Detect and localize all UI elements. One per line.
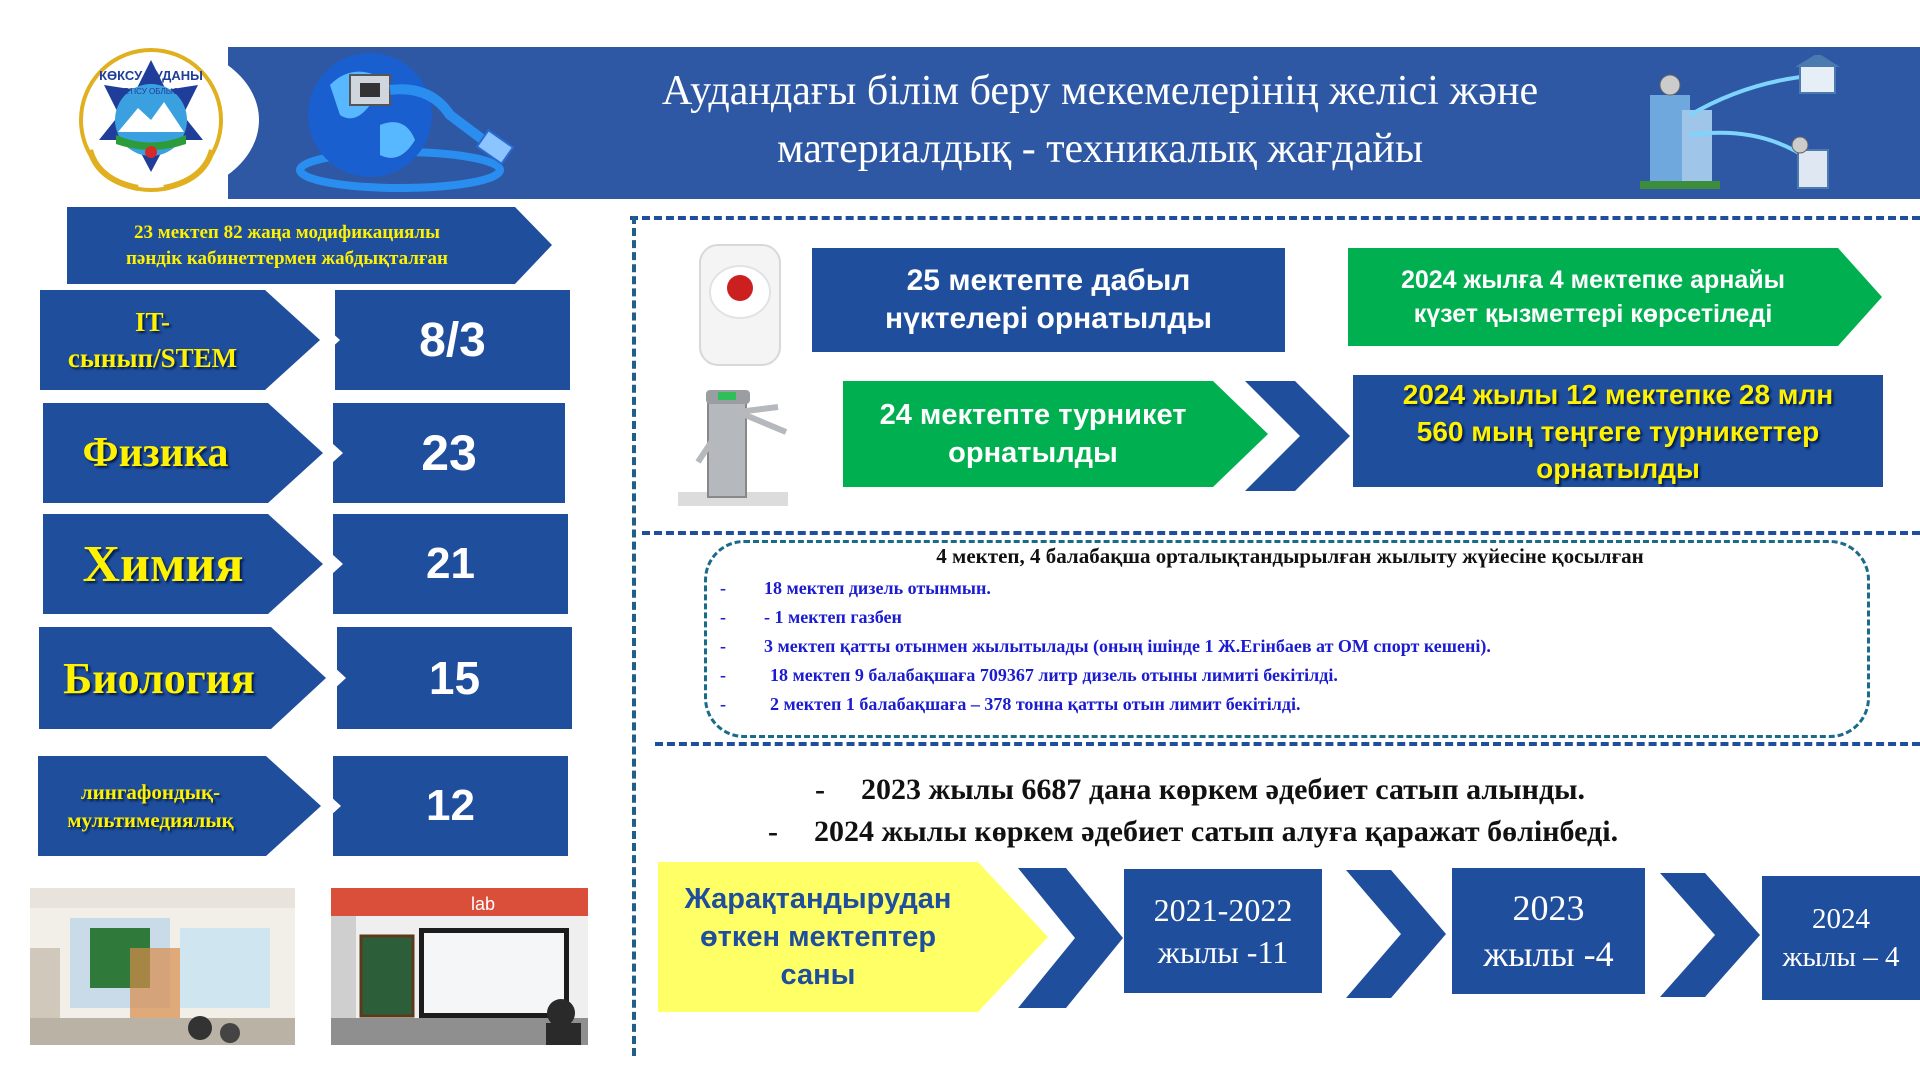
- literature-2023: - 2023 жылы 6687 дана көркем әдебиет сатып алынды.: [815, 773, 1586, 806]
- alarm-line2: нүктелері орнатылды: [884, 302, 1213, 335]
- alarm-button-icon: [692, 240, 787, 370]
- equipped-label-line3: саны: [780, 959, 856, 991]
- turnstile-line1: 24 мектепте турникет: [879, 399, 1187, 431]
- subject-label: Химия: [82, 535, 244, 593]
- subject-value: 21: [426, 539, 475, 588]
- chevron-right-icon: [1346, 870, 1446, 998]
- turnstile-line2: орнатылды: [948, 437, 1118, 469]
- page-title-line1: Аудандағы білім беру мекемелерінің желісі және: [661, 68, 1539, 114]
- subject-row-physics: [43, 403, 565, 503]
- literature-2024-text: 2024 жылы көркем әдебиет сатып алуға қаражат бөлінбеді.: [814, 815, 1619, 848]
- cabinet-banner-line2: пәндік кабинеттермен жабдықталған: [125, 247, 449, 269]
- equipped-label-line1: Жарақтандырудан: [684, 883, 952, 915]
- chevron-right-icon: [1245, 381, 1350, 491]
- page-title-line2: материалдық - техникалық жағдайы: [776, 126, 1424, 172]
- logo-text-sub: ЖЕТІСУ ОБЛЫСЫ: [116, 87, 186, 96]
- guard-service-box: [1348, 248, 1882, 346]
- lab-photo: [331, 888, 588, 1045]
- subject-value: 12: [426, 781, 475, 830]
- district-logo: [38, 40, 264, 200]
- subject-value: 15: [428, 652, 481, 704]
- heating-item: - 2 мектеп 1 балабақшаға – 378 тонна қатты отын лимит бекітілді.: [720, 694, 1301, 714]
- subject-row-biology: [39, 627, 572, 729]
- subject-label: Биология: [63, 653, 255, 703]
- equipped-schools-label: [658, 862, 1048, 1012]
- turnstile-2024-line3: орнатылды: [1536, 452, 1700, 484]
- heating-item: - - 1 мектеп газбен: [720, 607, 902, 627]
- timeline-step-line2: жылы – 4: [1782, 941, 1900, 973]
- subject-label-line2: мультимедиялық: [67, 808, 234, 832]
- timeline-step-line2: жылы -4: [1483, 934, 1614, 974]
- subject-label: [38, 756, 263, 856]
- divider-middle-2: [655, 742, 1920, 746]
- divider-middle-1: [642, 531, 1920, 535]
- chevron-right-icon: [1660, 873, 1760, 997]
- literature-2023-text: 2023 жылы 6687 дана көркем әдебиет сатып алынды.: [861, 773, 1586, 806]
- subject-row-it-stem: [40, 290, 570, 390]
- turnstile-2024-line1: 2024 жылы 12 мектепке 28 млн: [1402, 378, 1834, 410]
- turnstile-2024-box: [1353, 375, 1883, 487]
- subject-label-line1: лингафондық-: [80, 780, 221, 804]
- timeline-step-2023: [1452, 868, 1645, 994]
- classroom-photo: [30, 888, 295, 1045]
- heating-item: - 3 мектеп қатты отынмен жылытылады (оның ішінде 1 Ж.Егінбаев ат ОМ спорт кешені).: [720, 636, 1491, 656]
- turnstile-installed-box: [843, 381, 1268, 487]
- guard-line1: 2024 жылға 4 мектепке арнайы: [1400, 266, 1786, 294]
- turnstile-icon: [678, 382, 798, 512]
- subject-label-line1: IT-: [134, 307, 171, 337]
- heating-item-text: 18 мектеп дизель отынмын.: [764, 578, 991, 598]
- timeline-step-line1: 2023: [1512, 888, 1585, 928]
- building-network-icon: [1640, 55, 1850, 195]
- globe-network-icon: [280, 45, 540, 195]
- alarm-line1: 25 мектепте дабыл: [906, 264, 1191, 297]
- subject-row-chemistry: [43, 514, 568, 614]
- heating-title: 4 мектеп, 4 балабақша орталықтандырылған жылыту жүйесіне қосылған: [936, 544, 1644, 568]
- subject-value: 23: [421, 425, 477, 481]
- divider-left: [632, 216, 636, 1056]
- chevron-right-icon: [1018, 868, 1123, 1008]
- timeline-step-line2: жылы -11: [1157, 934, 1289, 970]
- heating-item-text: 2 мектеп 1 балабақшаға – 378 тонна қатты отын лимит бекітілді.: [770, 694, 1301, 714]
- equipped-label-line2: өткен мектептер: [699, 921, 937, 953]
- subject-label: Физика: [82, 430, 229, 476]
- alarm-points-box: [812, 248, 1285, 352]
- page-title: [540, 60, 1660, 180]
- heating-item: - 18 мектеп 9 балабақшаға 709367 литр дизель отыны лимиті бекітілді.: [720, 665, 1338, 685]
- subject-label-line2: сынып/STEM: [67, 343, 238, 373]
- logo-text-top: КӨКСУ АУДАНЫ: [99, 68, 203, 83]
- divider-top: [630, 216, 1920, 220]
- cabinet-banner-line1: 23 мектеп 82 жаңа модификациялы: [134, 221, 440, 243]
- heating-item-text: - 1 мектеп газбен: [764, 607, 902, 627]
- heating-item-text: 18 мектеп 9 балабақшаға 709367 литр дизель отыны лимиті бекітілді.: [770, 665, 1338, 685]
- timeline-step-2021-2022: [1124, 869, 1322, 993]
- timeline-step-line1: 2024: [1812, 903, 1870, 935]
- lab-brand-text: lab: [471, 894, 496, 914]
- timeline-step-2024: [1762, 876, 1920, 1000]
- subject-value: 8/3: [419, 313, 486, 367]
- guard-line2: күзет қызметтері көрсетіледі: [1413, 300, 1773, 328]
- subject-row-linguaphone: [38, 756, 568, 856]
- turnstile-2024-line2: 560 мың теңгеге турникеттер: [1416, 415, 1820, 447]
- heating-item-text: 3 мектеп қатты отынмен жылытылады (оның ішінде 1 Ж.Егінбаев ат ОМ спорт кешені).: [764, 636, 1491, 656]
- cabinet-banner: [67, 207, 552, 284]
- subject-label: [40, 290, 265, 390]
- heating-item: - 18 мектеп дизель отынмын.: [720, 578, 991, 598]
- timeline-step-line1: 2021-2022: [1153, 892, 1293, 928]
- literature-2024: - 2024 жылы көркем әдебиет сатып алуға қаражат бөлінбеді.: [768, 815, 1619, 848]
